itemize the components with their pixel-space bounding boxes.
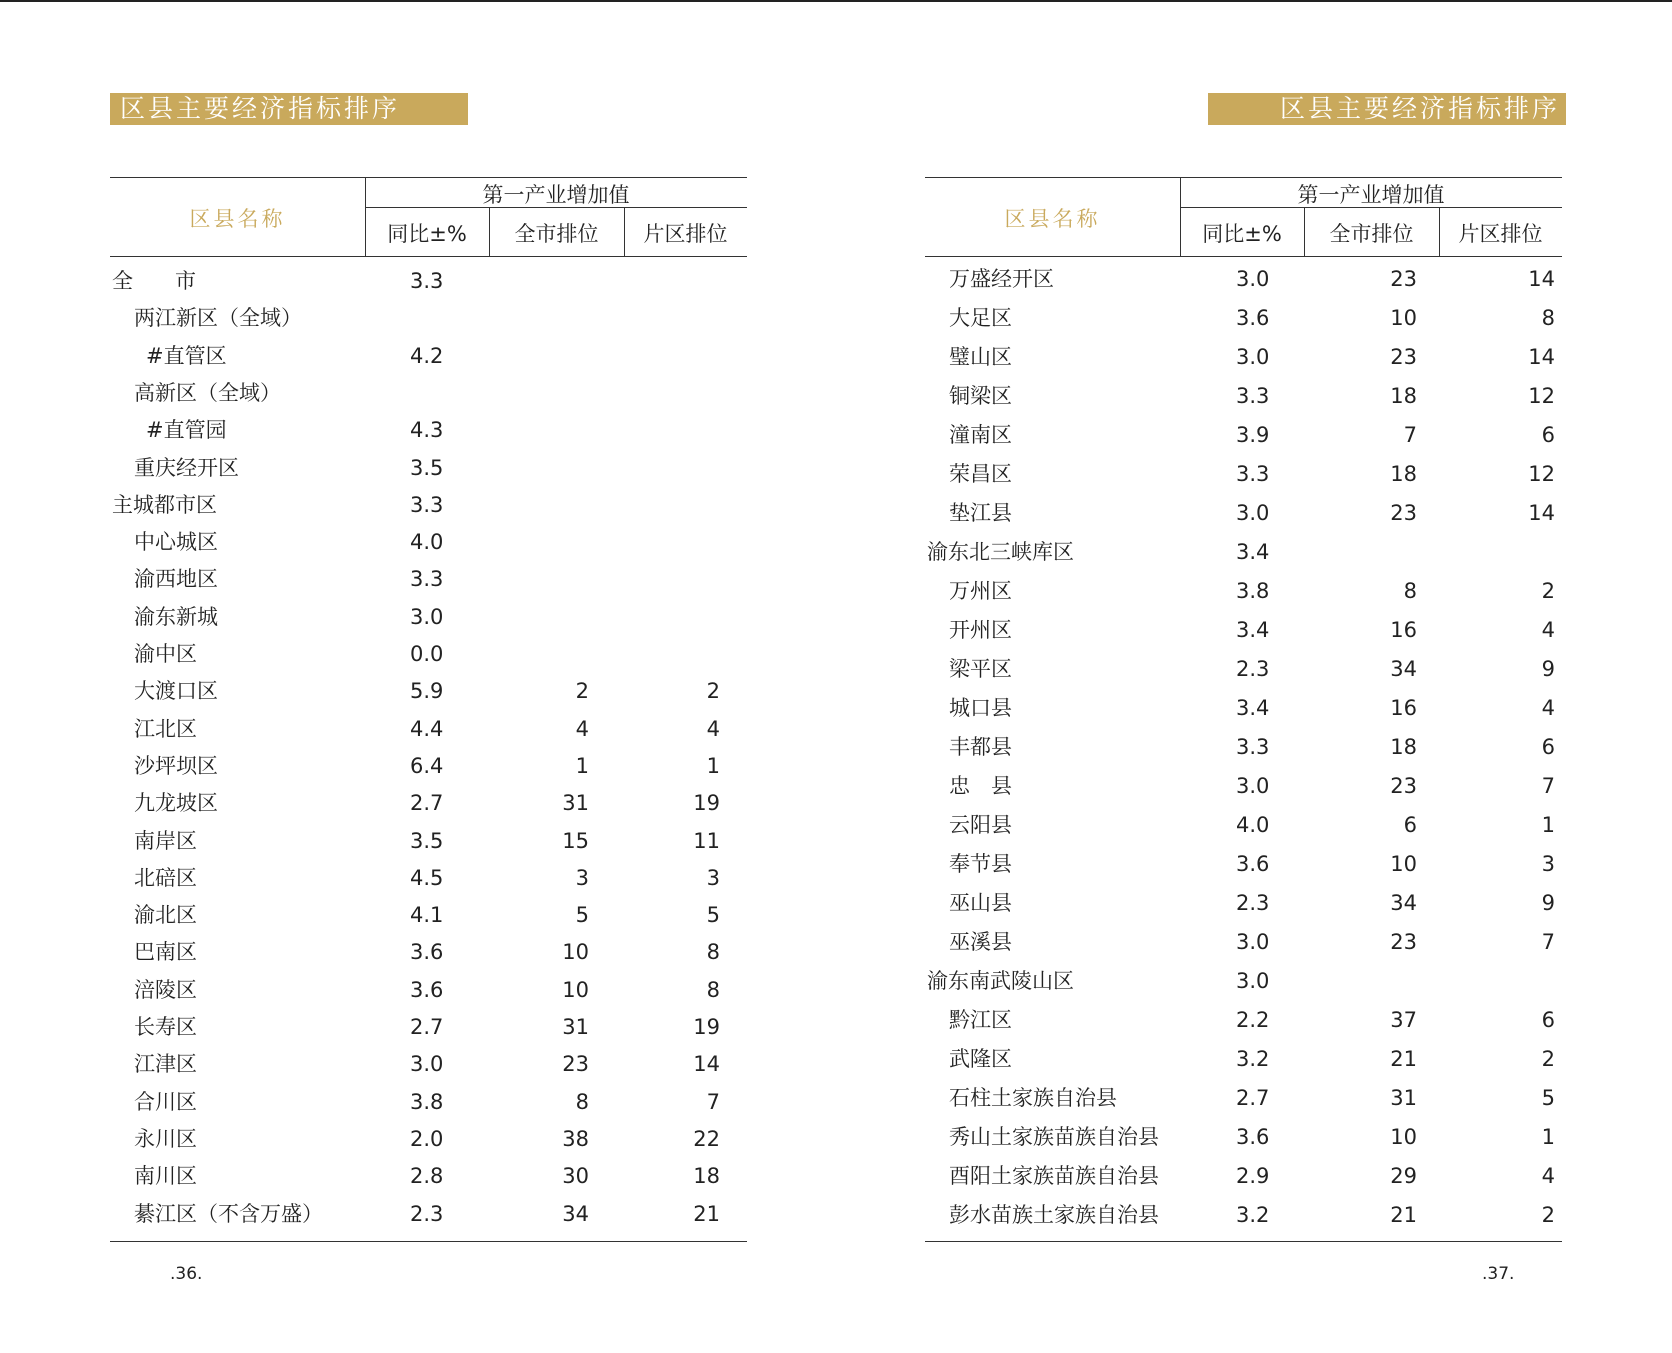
city-rank: 1 bbox=[575, 753, 589, 778]
table-row bbox=[110, 676, 747, 706]
area-rank: 7 bbox=[1541, 774, 1555, 798]
district-name: 万州区 bbox=[949, 579, 1012, 603]
yoy-value: 2.3 bbox=[1236, 657, 1270, 681]
yoy-value: 4.4 bbox=[410, 716, 444, 741]
district-name: 黔江区 bbox=[949, 1008, 1012, 1032]
yoy-value: 3.6 bbox=[1236, 1125, 1270, 1149]
yoy-value: 2.2 bbox=[1236, 1008, 1270, 1032]
district-name: 江津区 bbox=[134, 1052, 197, 1077]
city-rank: 23 bbox=[1390, 267, 1417, 291]
area-rank: 18 bbox=[693, 1164, 720, 1189]
yoy-value: 4.5 bbox=[410, 865, 444, 890]
yoy-value: 2.0 bbox=[410, 1126, 444, 1151]
area-rank: 14 bbox=[1528, 267, 1555, 291]
city-rank: 31 bbox=[562, 791, 589, 816]
area-rank: 19 bbox=[693, 1015, 720, 1039]
table-row bbox=[925, 615, 1562, 645]
city-rank: 16 bbox=[1390, 618, 1417, 642]
yoy-value: 6.4 bbox=[410, 753, 444, 778]
district-name: 中心城区 bbox=[134, 530, 218, 555]
city-rank: 23 bbox=[1390, 774, 1417, 798]
area-rank: 2 bbox=[1541, 579, 1555, 603]
district-name: 合川区 bbox=[134, 1089, 197, 1114]
yoy-value: 3.4 bbox=[1236, 540, 1270, 564]
district-name: 渝东北三峡库区 bbox=[927, 540, 1074, 564]
table-row bbox=[925, 537, 1562, 567]
district-name: 彭水苗族土家族自治县 bbox=[949, 1203, 1159, 1227]
city-rank: 15 bbox=[562, 828, 589, 853]
yoy-value: 3.3 bbox=[1236, 735, 1270, 759]
table-row bbox=[110, 1049, 747, 1079]
city-rank: 31 bbox=[1390, 1086, 1417, 1110]
area-rank: 14 bbox=[693, 1052, 720, 1077]
yoy-value: 5.9 bbox=[410, 679, 444, 704]
city-rank: 10 bbox=[562, 977, 589, 1002]
yoy-value: 3.0 bbox=[1236, 969, 1270, 993]
table-row bbox=[110, 1087, 747, 1117]
area-rank: 19 bbox=[693, 791, 720, 816]
area-rank: 9 bbox=[1541, 891, 1555, 915]
district-name: 涪陵区 bbox=[134, 977, 197, 1002]
table-row bbox=[110, 266, 747, 296]
yoy-value: 4.0 bbox=[410, 530, 444, 555]
district-name: 渝北区 bbox=[134, 903, 197, 928]
area-rank: 14 bbox=[1528, 501, 1555, 525]
district-name: 全 市 bbox=[112, 269, 196, 293]
table-row bbox=[925, 576, 1562, 606]
district-name: 高新区（全域） bbox=[134, 380, 281, 405]
table-row bbox=[925, 1161, 1562, 1191]
district-name: 丰都县 bbox=[949, 735, 1012, 759]
city-rank: 23 bbox=[1390, 501, 1417, 525]
district-name: 垫江县 bbox=[949, 501, 1012, 525]
area-rank: 21 bbox=[693, 1201, 720, 1226]
table-row bbox=[925, 1044, 1562, 1074]
table-row bbox=[110, 378, 747, 408]
page-number: .37. bbox=[1482, 1264, 1515, 1284]
area-rank: 2 bbox=[706, 679, 720, 704]
city-rank: 8 bbox=[1403, 579, 1417, 603]
yoy-value: 3.6 bbox=[1236, 852, 1270, 876]
area-rank: 12 bbox=[1528, 462, 1555, 486]
yoy-value: 3.3 bbox=[410, 567, 444, 592]
city-rank: 6 bbox=[1403, 813, 1417, 837]
district-name: 巫山县 bbox=[949, 891, 1012, 915]
district-name: 渝东新城 bbox=[134, 604, 218, 629]
city-rank: 38 bbox=[562, 1126, 589, 1151]
district-name: 奉节县 bbox=[949, 852, 1012, 876]
area-rank: 4 bbox=[706, 716, 720, 741]
table-row bbox=[110, 1012, 747, 1042]
area-rank: 5 bbox=[706, 903, 720, 928]
table-row bbox=[925, 771, 1562, 801]
city-rank: 29 bbox=[1390, 1164, 1417, 1188]
yoy-value: 2.9 bbox=[1236, 1164, 1270, 1188]
city-rank: 10 bbox=[562, 940, 589, 965]
district-name: 酉阳土家族苗族自治县 bbox=[949, 1164, 1159, 1188]
area-rank: 2 bbox=[1541, 1203, 1555, 1227]
city-rank: 5 bbox=[575, 903, 589, 928]
section-banner: 区县主要经济指标排序 bbox=[1208, 93, 1566, 125]
city-rank: 10 bbox=[1390, 306, 1417, 330]
district-name: 重庆经开区 bbox=[134, 455, 239, 480]
area-rank: 2 bbox=[1541, 1047, 1555, 1071]
city-rank: 4 bbox=[575, 716, 589, 741]
table-row bbox=[110, 602, 747, 632]
yoy-value: 3.8 bbox=[1236, 579, 1270, 603]
table-row bbox=[110, 490, 747, 520]
table-row bbox=[110, 1199, 747, 1229]
yoy-value: 2.7 bbox=[410, 791, 444, 816]
yoy-value: 3.0 bbox=[1236, 930, 1270, 954]
area-rank: 3 bbox=[1541, 852, 1555, 876]
district-name: 南岸区 bbox=[134, 828, 197, 853]
header-group-primary-industry: 第一产业增加值 bbox=[482, 183, 630, 207]
yoy-value: 3.8 bbox=[410, 1089, 444, 1114]
header-district-name: 区县名称 bbox=[1004, 207, 1101, 231]
area-rank: 1 bbox=[706, 753, 720, 778]
table-bottom-rule bbox=[925, 1241, 1562, 1242]
city-rank: 30 bbox=[562, 1164, 589, 1189]
district-name: 南川区 bbox=[134, 1164, 197, 1189]
table-row bbox=[925, 810, 1562, 840]
table-row bbox=[925, 420, 1562, 450]
district-name: 渝西地区 bbox=[134, 567, 218, 592]
district-name: 秀山土家族苗族自治县 bbox=[949, 1125, 1159, 1149]
district-name: 城口县 bbox=[949, 696, 1012, 720]
district-name: 江北区 bbox=[134, 716, 197, 741]
table-row bbox=[110, 788, 747, 818]
table-row bbox=[110, 975, 747, 1005]
area-rank: 6 bbox=[1541, 735, 1555, 759]
left-page bbox=[110, 0, 750, 1353]
table-row bbox=[110, 564, 747, 594]
city-rank: 21 bbox=[1390, 1047, 1417, 1071]
area-rank: 22 bbox=[693, 1126, 720, 1151]
table-row bbox=[925, 888, 1562, 918]
district-name: 开州区 bbox=[949, 618, 1012, 642]
yoy-value: 3.3 bbox=[410, 269, 444, 293]
district-name: 璧山区 bbox=[949, 345, 1012, 369]
table-row bbox=[925, 1122, 1562, 1152]
city-rank: 10 bbox=[1390, 852, 1417, 876]
district-name: #直管区 bbox=[146, 343, 227, 368]
table-row bbox=[110, 937, 747, 967]
yoy-value: 3.5 bbox=[410, 828, 444, 853]
table-row bbox=[110, 415, 747, 445]
table-row bbox=[925, 693, 1562, 723]
area-rank: 8 bbox=[706, 940, 720, 965]
city-rank: 2 bbox=[575, 679, 589, 704]
district-name: 大渡口区 bbox=[134, 679, 218, 704]
table-top-rule bbox=[925, 177, 1562, 178]
city-rank: 34 bbox=[1390, 891, 1417, 915]
district-name: 梁平区 bbox=[949, 657, 1012, 681]
table-row bbox=[110, 714, 747, 744]
table-row bbox=[925, 966, 1562, 996]
city-rank: 23 bbox=[562, 1052, 589, 1077]
table-row bbox=[110, 1161, 747, 1191]
yoy-value: 2.3 bbox=[1236, 891, 1270, 915]
city-rank: 18 bbox=[1390, 462, 1417, 486]
yoy-value: 2.7 bbox=[410, 1015, 444, 1039]
table-row bbox=[925, 1200, 1562, 1230]
district-name: 巴南区 bbox=[134, 940, 197, 965]
yoy-value: 3.4 bbox=[1236, 696, 1270, 720]
table-row bbox=[110, 303, 747, 333]
section-banner: 区县主要经济指标排序 bbox=[110, 93, 468, 125]
yoy-value: 4.0 bbox=[1236, 813, 1270, 837]
district-name: 忠 县 bbox=[949, 774, 1012, 798]
header-city-rank: 全市排位 bbox=[1329, 222, 1414, 246]
header-district-name: 区县名称 bbox=[189, 207, 286, 231]
area-rank: 3 bbox=[706, 865, 720, 890]
district-name: 长寿区 bbox=[134, 1015, 197, 1039]
yoy-value: 3.3 bbox=[1236, 462, 1270, 486]
yoy-value: 3.4 bbox=[1236, 618, 1270, 642]
city-rank: 8 bbox=[575, 1089, 589, 1114]
table-row bbox=[925, 381, 1562, 411]
area-rank: 4 bbox=[1541, 618, 1555, 642]
area-rank: 9 bbox=[1541, 657, 1555, 681]
yoy-value: 3.5 bbox=[410, 455, 444, 480]
table-bottom-rule bbox=[110, 1241, 747, 1242]
right-page bbox=[925, 0, 1565, 1353]
table-row bbox=[925, 342, 1562, 372]
header-bottom-rule bbox=[925, 256, 1562, 257]
district-name: 武隆区 bbox=[949, 1047, 1012, 1071]
city-rank: 18 bbox=[1390, 384, 1417, 408]
header-city-rank: 全市排位 bbox=[514, 222, 599, 246]
table-row bbox=[925, 1005, 1562, 1035]
district-name: 沙坪坝区 bbox=[134, 753, 218, 778]
district-name: 大足区 bbox=[949, 306, 1012, 330]
district-name: 荣昌区 bbox=[949, 462, 1012, 486]
yoy-value: 4.2 bbox=[410, 343, 444, 368]
district-name: 九龙坡区 bbox=[134, 791, 218, 816]
district-name: 主城都市区 bbox=[112, 492, 217, 517]
city-rank: 18 bbox=[1390, 735, 1417, 759]
table-row bbox=[925, 1083, 1562, 1113]
city-rank: 10 bbox=[1390, 1125, 1417, 1149]
district-name: 巫溪县 bbox=[949, 930, 1012, 954]
yoy-value: 2.7 bbox=[1236, 1086, 1270, 1110]
yoy-value: 3.2 bbox=[1236, 1203, 1270, 1227]
table-row bbox=[110, 639, 747, 669]
district-name: 潼南区 bbox=[949, 423, 1012, 447]
yoy-value: 3.6 bbox=[1236, 306, 1270, 330]
area-rank: 7 bbox=[706, 1089, 720, 1114]
yoy-value: 0.0 bbox=[410, 642, 444, 666]
city-rank: 31 bbox=[562, 1015, 589, 1039]
yoy-value: 3.0 bbox=[410, 1052, 444, 1077]
yoy-value: 3.0 bbox=[1236, 501, 1270, 525]
yoy-value: 2.3 bbox=[410, 1201, 444, 1226]
yoy-value: 3.6 bbox=[410, 940, 444, 965]
district-name: 两江新区（全域） bbox=[134, 306, 302, 331]
header-group-primary-industry: 第一产业增加值 bbox=[1297, 183, 1445, 207]
city-rank: 34 bbox=[1390, 657, 1417, 681]
city-rank: 7 bbox=[1403, 423, 1417, 447]
city-rank: 37 bbox=[1390, 1008, 1417, 1032]
table-row bbox=[110, 826, 747, 856]
city-rank: 21 bbox=[1390, 1203, 1417, 1227]
table-row bbox=[925, 303, 1562, 333]
area-rank: 6 bbox=[1541, 423, 1555, 447]
district-name: 渝中区 bbox=[134, 642, 197, 666]
district-name: #直管园 bbox=[146, 418, 227, 443]
area-rank: 1 bbox=[1541, 813, 1555, 837]
yoy-value: 2.8 bbox=[410, 1164, 444, 1189]
area-rank: 1 bbox=[1541, 1125, 1555, 1149]
area-rank: 4 bbox=[1541, 1164, 1555, 1188]
table-row bbox=[925, 849, 1562, 879]
city-rank: 23 bbox=[1390, 345, 1417, 369]
yoy-value: 3.0 bbox=[1236, 345, 1270, 369]
table-top-rule bbox=[110, 177, 747, 178]
header-yoy: 同比±% bbox=[1202, 222, 1282, 246]
page-number: .36. bbox=[170, 1264, 203, 1284]
table-row bbox=[925, 498, 1562, 528]
area-rank: 14 bbox=[1528, 345, 1555, 369]
city-rank: 16 bbox=[1390, 696, 1417, 720]
table-row bbox=[925, 927, 1562, 957]
yoy-value: 4.1 bbox=[410, 903, 444, 928]
yoy-value: 3.9 bbox=[1236, 423, 1270, 447]
table-row bbox=[110, 863, 747, 893]
header-area-rank: 片区排位 bbox=[1458, 222, 1543, 246]
header-area-rank: 片区排位 bbox=[643, 222, 728, 246]
district-name: 渝东南武陵山区 bbox=[927, 969, 1074, 993]
yoy-value: 3.0 bbox=[410, 604, 444, 629]
area-rank: 7 bbox=[1541, 930, 1555, 954]
district-name: 云阳县 bbox=[949, 813, 1012, 837]
yoy-value: 3.2 bbox=[1236, 1047, 1270, 1071]
table-row bbox=[110, 453, 747, 483]
district-name: 綦江区（不含万盛） bbox=[134, 1201, 323, 1226]
district-name: 铜梁区 bbox=[949, 384, 1012, 408]
table-row bbox=[110, 341, 747, 371]
table-row bbox=[925, 459, 1562, 489]
district-name: 石柱土家族自治县 bbox=[949, 1086, 1117, 1110]
yoy-value: 4.3 bbox=[410, 418, 444, 443]
area-rank: 12 bbox=[1528, 384, 1555, 408]
yoy-value: 3.3 bbox=[410, 492, 444, 517]
area-rank: 11 bbox=[693, 828, 720, 853]
city-rank: 3 bbox=[575, 865, 589, 890]
city-rank: 23 bbox=[1390, 930, 1417, 954]
city-rank: 34 bbox=[562, 1201, 589, 1226]
area-rank: 8 bbox=[706, 977, 720, 1002]
table-row bbox=[925, 264, 1562, 294]
table-row bbox=[110, 1124, 747, 1154]
area-rank: 6 bbox=[1541, 1008, 1555, 1032]
yoy-value: 3.6 bbox=[410, 977, 444, 1002]
yoy-value: 3.0 bbox=[1236, 267, 1270, 291]
area-rank: 5 bbox=[1541, 1086, 1555, 1110]
district-name: 永川区 bbox=[134, 1126, 197, 1151]
district-name: 北碚区 bbox=[134, 865, 197, 890]
area-rank: 4 bbox=[1541, 696, 1555, 720]
table-row bbox=[110, 751, 747, 781]
header-bottom-rule bbox=[110, 256, 747, 257]
yoy-value: 3.3 bbox=[1236, 384, 1270, 408]
area-rank: 8 bbox=[1541, 306, 1555, 330]
district-name: 万盛经开区 bbox=[949, 267, 1054, 291]
table-row bbox=[925, 732, 1562, 762]
table-row bbox=[110, 527, 747, 557]
table-row bbox=[110, 900, 747, 930]
yoy-value: 3.0 bbox=[1236, 774, 1270, 798]
table-row bbox=[925, 654, 1562, 684]
header-yoy: 同比±% bbox=[387, 222, 467, 246]
